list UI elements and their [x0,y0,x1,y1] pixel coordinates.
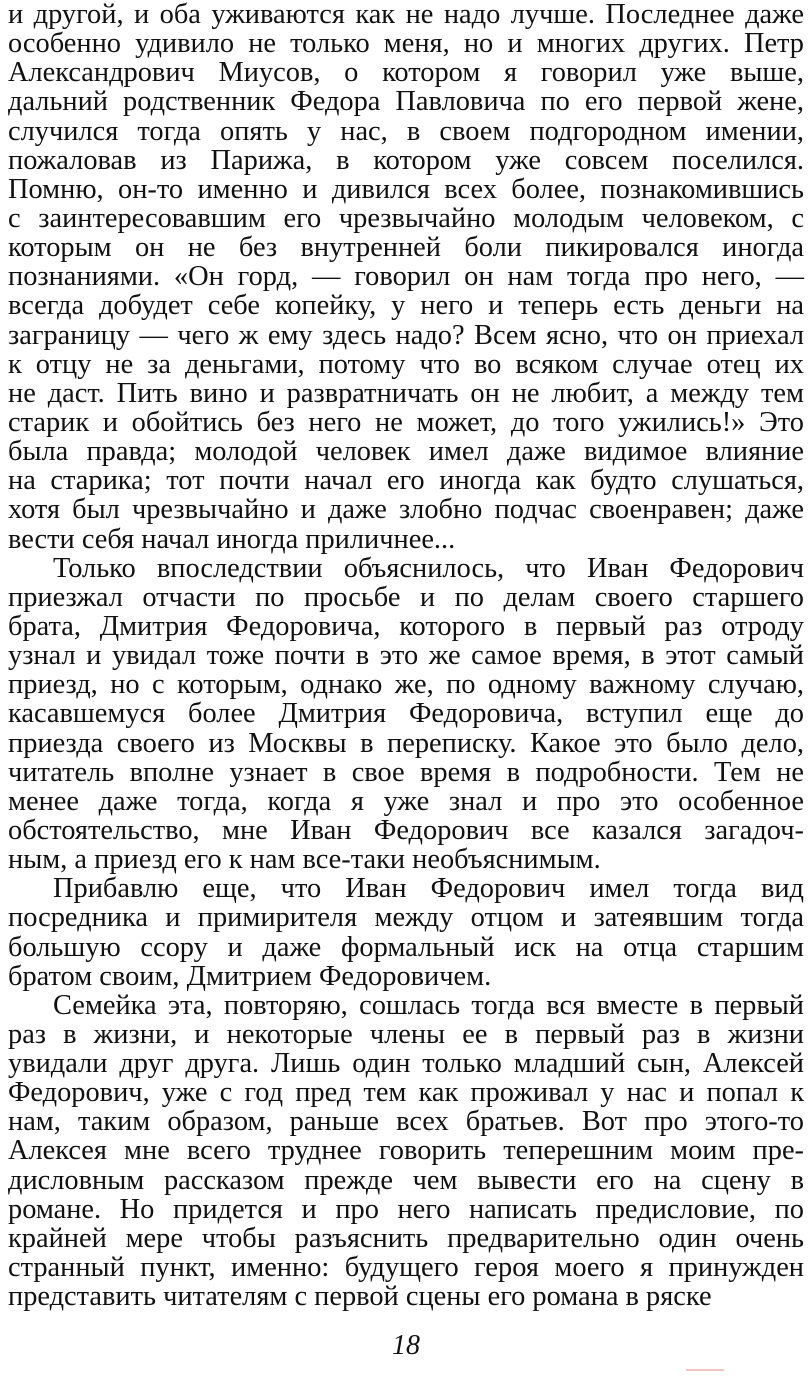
text-line: Семейка эта, повторяю, сошлась тогда вся вместе в первый [53,989,804,1021]
text-line: и другой, и оба уживаются как не надо лучше. Последнее даже [8,0,804,30]
text-line: менее даже тогда, когда я уже знал и про это особенное [8,785,804,817]
text-line: Только впоследствии объяснилось, что Иван Федорович [53,552,804,584]
paragraph [8,554,804,875]
text-line: случился тогда опять у нас, в своем подгородном имении, [8,115,804,147]
text-line: посредника и примирителя между отцом и затеявшим тогда [8,902,804,934]
text-line: с заинтересовавшим его чрезвычайно молодым человеком, с [8,202,804,234]
text-line: не даст. Пить вино и развратничать он не любит, а между тем [8,377,804,409]
text-line: увидали друг друга. Лишь один только младший сын, Алексей [8,1048,804,1080]
page-number: 18 [392,1330,420,1361]
text-line: Прибавлю еще, что Иван Федорович имел тогда вид [53,873,804,905]
text-line: касавшемуся более Дмитрия Федоровича, вступил еще до [8,698,804,730]
text-line: крайней мере чтобы разъяснить предварительно один очень [8,1222,804,1254]
book-page [8,0,804,1376]
text-line: познаниями. «Он горд, — говорил он нам тогда про него, — [8,261,804,293]
text-line: пожаловав из Парижа, в котором уже совсем поселился. [8,144,804,176]
text-line: Помню, он-то именно и дивился всех более, познакомившись [8,173,804,205]
text-line: ным, а приезд его к нам все-таки необъяснимым. [8,844,601,876]
text-line: на старика; тот почти начал его иногда как будто слушаться, [8,465,804,497]
text-line: приезжал отчасти по просьбе и по делам своего старшего [8,581,804,613]
scan-mark [686,1369,724,1371]
text-line: странный пункт, именно: будущего героя моего я принужден [8,1252,804,1284]
text-line: которым он не без внутренней боли пикировался иногда [8,232,804,264]
text-line: узнал и увидал тоже почти в это же самое время, в этот самый [8,640,804,672]
text-line: хотя был чрезвычайно и даже злобно подчас своенравен; даже [8,494,804,526]
text-line: особенно удивило не только меня, но и многих других. Петр [8,28,804,60]
text-line: нам, таким образом, раньше всех братьев. Вот про этого-то [8,1106,804,1138]
text-line: старик и обойтись без него не может, до того ужились!» Это [8,406,804,438]
text-line: приезд, но с которым, однако же, по одному важному случаю, [8,669,804,701]
text-line: братом своим, Дмитрием Федоровичем. [8,960,492,992]
paragraph [8,874,804,991]
text-line: Александрович Миусов, о котором я говорил уже выше, [8,57,804,89]
text-line: обстоятельство, мне Иван Федорович все казался загадоч- [8,814,804,846]
text-line: приезда своего из Москвы в переписку. Какое это было дело, [8,727,804,759]
body-text [8,0,804,1311]
text-line: заграницу — чего ж ему здесь надо? Всем ясно, что он приехал [8,319,804,351]
text-line: Алексея мне всего труднее говорить теперешним моим пре- [8,1135,804,1167]
text-line: брата, Дмитрия Федоровича, которого в первый раз отроду [8,610,804,642]
text-line: к отцу не за деньгами, потому что во всяком случае отец их [8,348,804,380]
text-line: большую ссору и даже формальный иск на отца старшим [8,931,804,963]
paragraph [8,0,804,554]
paragraph [8,991,804,1312]
text-line: читатель вполне узнает в свое время в подробности. Тем не [8,756,804,788]
text-line: представить читателям с первой сцены его романа в ряске [8,1281,712,1313]
text-line: была правда; молодой человек имел даже видимое влияние [8,436,804,468]
text-line: дисловным рассказом прежде чем вывести его на сцену в [8,1164,804,1196]
text-line: вести себя начал иногда приличнее... [8,523,456,555]
text-line: романе. Но придется и про него написать предисловие, по [8,1193,804,1225]
text-line: всегда добудет себе копейку, у него и теперь есть деньги на [8,290,804,322]
text-line: раз в жизни, и некоторые члены ее в первый раз в жизни [8,1018,804,1050]
text-line: дальний родственник Федора Павловича по его первой жене, [8,86,804,118]
text-line: Федорович, уже с год пред тем как проживал у нас и попал к [8,1077,804,1109]
